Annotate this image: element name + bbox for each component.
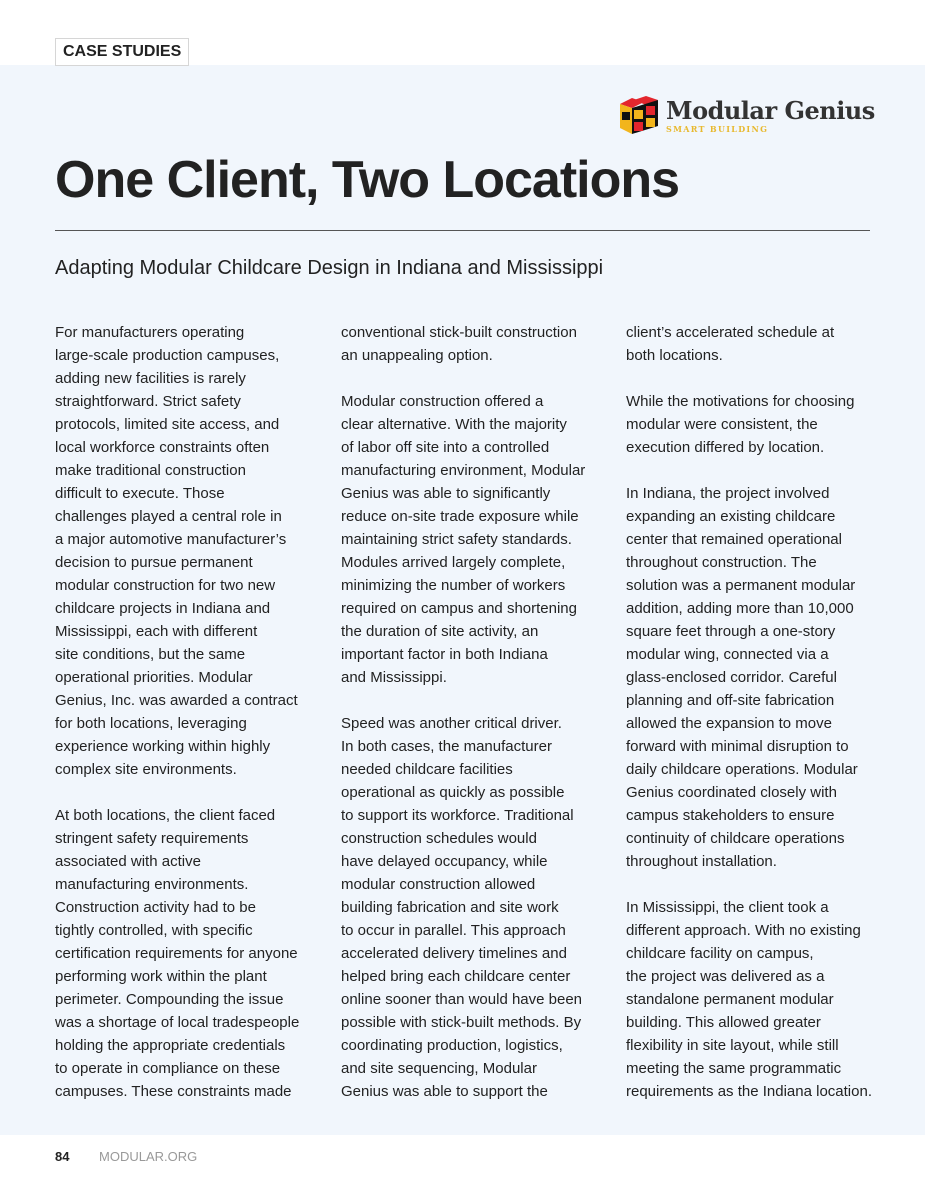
text-line: conventional stick-built construction (341, 324, 577, 341)
text-line: local workforce constraints often (55, 439, 270, 456)
text-line: campuses. These constraints made (55, 1083, 292, 1100)
text-line (626, 459, 876, 482)
text-line: to support its workforce. Traditional (341, 807, 574, 824)
text-line: forward with minimal disruption to (626, 738, 849, 755)
text-line: stringent safety requirements (55, 830, 249, 847)
text-line: accelerated delivery timelines and (341, 945, 567, 962)
subtitle: Adapting Modular Childcare Design in Indiana and Mississippi (55, 257, 604, 279)
text-line: clear alternative. With the majority (341, 416, 567, 433)
text-line: an unappealing option. (341, 347, 493, 364)
text-line: minimizing the number of workers (341, 577, 566, 594)
text-line: solution was a permanent modular (626, 577, 856, 594)
text-line: decision to pursue permanent (55, 554, 253, 571)
text-line: reduce on-site trade exposure while (341, 508, 579, 525)
text-line: Genius, Inc. was awarded a contract (55, 692, 298, 709)
text-line: Modules arrived largely complete, (341, 554, 566, 571)
text-line: complex site environments. (55, 761, 237, 778)
text-line: square feet through a one-story (626, 623, 836, 640)
text-line: childcare projects in Indiana and (55, 600, 271, 617)
text-line: While the motivations for choosing (626, 393, 855, 410)
logo-tagline: SMART BUILDING (666, 124, 769, 134)
article-column-1 (55, 321, 305, 1103)
text-line: execution differed by location. (626, 439, 825, 456)
text-line: the duration of site activity, an (341, 623, 539, 640)
text-line (341, 689, 591, 712)
text-line (626, 873, 876, 896)
text-line: continuity of childcare operations (626, 830, 845, 847)
section-tag: CASE STUDIES (55, 38, 189, 66)
logo-name: Modular Genius (666, 96, 875, 125)
text-line: client’s accelerated schedule at (626, 324, 835, 341)
text-line: standalone permanent modular (626, 991, 834, 1008)
text-line: Speed was another critical driver. (341, 715, 562, 732)
text-line: possible with stick-built methods. By (341, 1014, 582, 1031)
text-line: site conditions, but the same (55, 646, 246, 663)
text-line: coordinating production, logistics, (341, 1037, 563, 1054)
title-divider (55, 230, 870, 231)
text-line: requirements as the Indiana location. (626, 1083, 872, 1100)
text-line: childcare facility on campus, (626, 945, 814, 962)
text-line: center that remained operational (626, 531, 842, 548)
text-line: of labor off site into a controlled (341, 439, 550, 456)
text-line: campus stakeholders to ensure (626, 807, 835, 824)
text-line: meeting the same programmatic (626, 1060, 842, 1077)
text-line: throughout construction. The (626, 554, 817, 571)
text-line: In both cases, the manufacturer (341, 738, 552, 755)
text-line: building. This allowed greater (626, 1014, 821, 1031)
text-line: manufacturing environments. (55, 876, 249, 893)
text-line: daily childcare operations. Modular (626, 761, 858, 778)
text-line: Genius coordinated closely with (626, 784, 837, 801)
text-line: construction schedules would (341, 830, 537, 847)
text-line: manufacturing environment, Modular (341, 462, 586, 479)
text-line: Modular construction offered a (341, 393, 544, 410)
text-line: needed childcare facilities (341, 761, 513, 778)
text-line (341, 367, 591, 390)
text-line: the project was delivered as a (626, 968, 825, 985)
text-line: important factor in both Indiana (341, 646, 548, 663)
text-line: Construction activity had to be (55, 899, 256, 916)
text-line: and Mississippi. (341, 669, 447, 686)
text-line: perimeter. Compounding the issue (55, 991, 284, 1008)
text-line: planning and off-site fabrication (626, 692, 835, 709)
text-line: holding the appropriate credentials (55, 1037, 286, 1054)
footer-site: MODULAR.ORG (99, 1149, 198, 1164)
logo (614, 96, 875, 136)
text-line: challenges played a central role in (55, 508, 282, 525)
text-line: have delayed occupancy, while (341, 853, 548, 870)
text-line: straightforward. Strict safety (55, 393, 241, 410)
text-line: and site sequencing, Modular (341, 1060, 537, 1077)
text-line: protocols, limited site access, and (55, 416, 280, 433)
text-line: modular were consistent, the (626, 416, 818, 433)
page-title: One Client, Two Locations (55, 151, 680, 209)
text-line: a major automotive manufacturer’s (55, 531, 287, 548)
text-line: different approach. With no existing (626, 922, 861, 939)
text-line: In Mississippi, the client took a (626, 899, 829, 916)
text-line: required on campus and shortening (341, 600, 577, 617)
text-line: tightly controlled, with specific (55, 922, 253, 939)
text-line: modular wing, connected via a (626, 646, 829, 663)
text-line: experience working within highly (55, 738, 271, 755)
text-line: performing work within the plant (55, 968, 267, 985)
text-line: make traditional construction (55, 462, 246, 479)
text-line: At both locations, the client faced (55, 807, 276, 824)
text-line: Mississippi, each with different (55, 623, 258, 640)
text-line: both locations. (626, 347, 723, 364)
text-line: expanding an existing childcare (626, 508, 836, 525)
text-line: online sooner than would have been (341, 991, 583, 1008)
text-line: helped bring each childcare center (341, 968, 571, 985)
text-line (626, 367, 876, 390)
text-line: operational as quickly as possible (341, 784, 565, 801)
cube-logo-icon (614, 96, 662, 136)
text-line: modular construction allowed (341, 876, 536, 893)
page-number: 84 (55, 1149, 70, 1164)
text-line: operational priorities. Modular (55, 669, 253, 686)
text-line: certification requirements for anyone (55, 945, 298, 962)
text-line: for both locations, leveraging (55, 715, 247, 732)
text-line: adding new facilities is rarely (55, 370, 246, 387)
text-line: addition, adding more than 10,000 (626, 600, 854, 617)
article-column-2 (341, 321, 591, 1103)
text-line: flexibility in site layout, while still (626, 1037, 839, 1054)
text-line: large-scale production campuses, (55, 347, 280, 364)
text-line: modular construction for two new (55, 577, 276, 594)
text-line: to occur in parallel. This approach (341, 922, 566, 939)
text-line: building fabrication and site work (341, 899, 559, 916)
text-line: Genius was able to support the (341, 1083, 548, 1100)
text-line (55, 781, 305, 804)
text-line: allowed the expansion to move (626, 715, 832, 732)
text-line: glass-enclosed corridor. Careful (626, 669, 837, 686)
article-column-3 (626, 321, 876, 1103)
text-line: throughout installation. (626, 853, 777, 870)
text-line: maintaining strict safety standards. (341, 531, 572, 548)
text-line: difficult to execute. Those (55, 485, 225, 502)
text-line: associated with active (55, 853, 201, 870)
text-line: was a shortage of local tradespeople (55, 1014, 300, 1031)
text-line: For manufacturers operating (55, 324, 245, 341)
text-line: In Indiana, the project involved (626, 485, 830, 502)
text-line: Genius was able to significantly (341, 485, 551, 502)
text-line: to operate in compliance on these (55, 1060, 281, 1077)
